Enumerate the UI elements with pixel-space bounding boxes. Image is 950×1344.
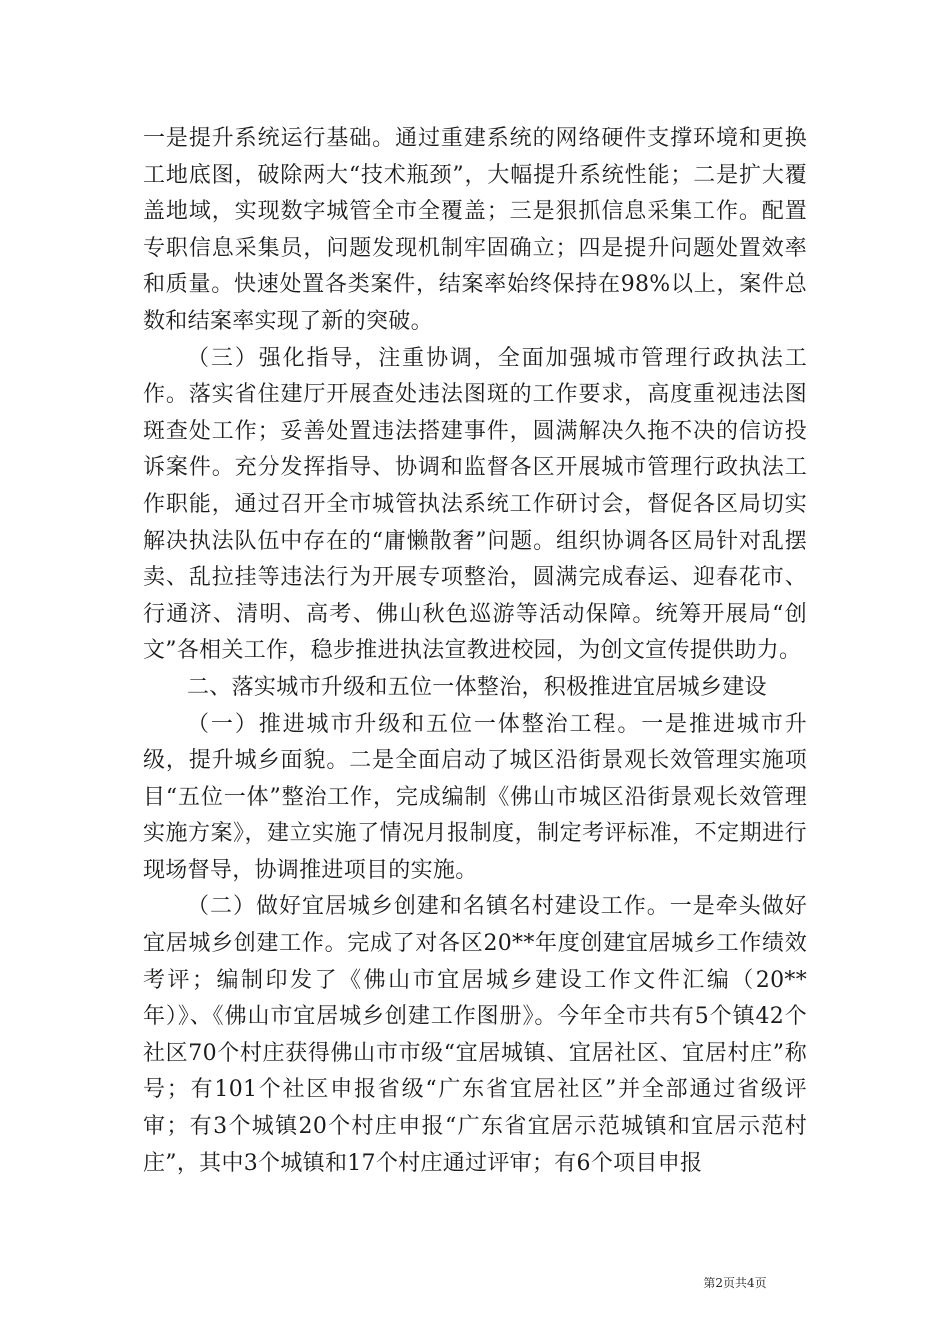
page-number: 第2页共4页	[703, 1276, 767, 1290]
paragraph-system-foundation: 一是提升系统运行基础。通过重建系统的网络硬件支撑环境和更换工地底图，破除两大“技术瓶颈”，大幅提升系统性能；二是扩大覆盖地域，实现数字城管全市全覆盖；三是狠抓信息采集工作。配置专职信息采集员，问题发现机制牢固确立；四是提升问题处置效率和质量。快速处置各类案件，结案率始终保持在98%以上，案件总数和结案率实现了新的突破。	[143, 126, 807, 334]
document-body	[143, 121, 807, 1182]
page-footer	[0, 1275, 950, 1291]
paragraph-law-enforcement: （三）强化指导，注重协调，全面加强城市管理行政执法工作。落实省住建厅开展查处违法图斑的工作要求，高度重视违法图斑查处工作；妥善处置违法搭建事件，圆满解决久拖不决的信访投诉案件。充分发挥指导、协调和监督各区开展城市管理行政执法工作职能，通过召开全市城管执法系统工作研讨会，督促各区局切实解决执法队伍中存在的“庸懒散奢”问题。组织协调各区局针对乱摆卖、乱拉挂等违法行为开展专项整治，圆满完成春运、迎春花市、行通济、清明、高考、佛山秋色巡游等活动保障。统筹开展局“创文”各相关工作，稳步推进执法宣教进校园，为创文宣传提供助力。	[143, 345, 807, 664]
paragraph-city-upgrade: （一）推进城市升级和五位一体整治工程。一是推进城市升级，提升城乡面貌。二是全面启动了城区沿街景观长效管理实施项目“五位一体”整治工作，完成编制《佛山市城区沿街景观长效管理实施方案》，建立实施了情况月报制度，制定考评标准，不定期进行现场督导，协调推进项目的实施。	[143, 711, 807, 883]
paragraph-livable-towns: （二）做好宜居城乡创建和名镇名村建设工作。一是牵头做好宜居城乡创建工作。完成了对各区20**年度创建宜居城乡工作绩效考评；编制印发了《佛山市宜居城乡建设工作文件汇编（20**年）》、《佛山市宜居城乡创建工作图册》。今年全市共有5个镇42个社区70个村庄获得佛山市市级“宜居城镇、宜居社区、宜居村庄”称号；有101个社区申报省级“广东省宜居社区”并全部通过省级评审；有3个城镇20个村庄申报“广东省宜居示范城镇和宜居示范村庄”，其中3个城镇和17个村庄通过评审；有6个项目申报	[143, 894, 807, 1176]
section-heading-livable-city: 二、落实城市升级和五位一体整治，积极推进宜居城乡建设	[187, 674, 767, 700]
